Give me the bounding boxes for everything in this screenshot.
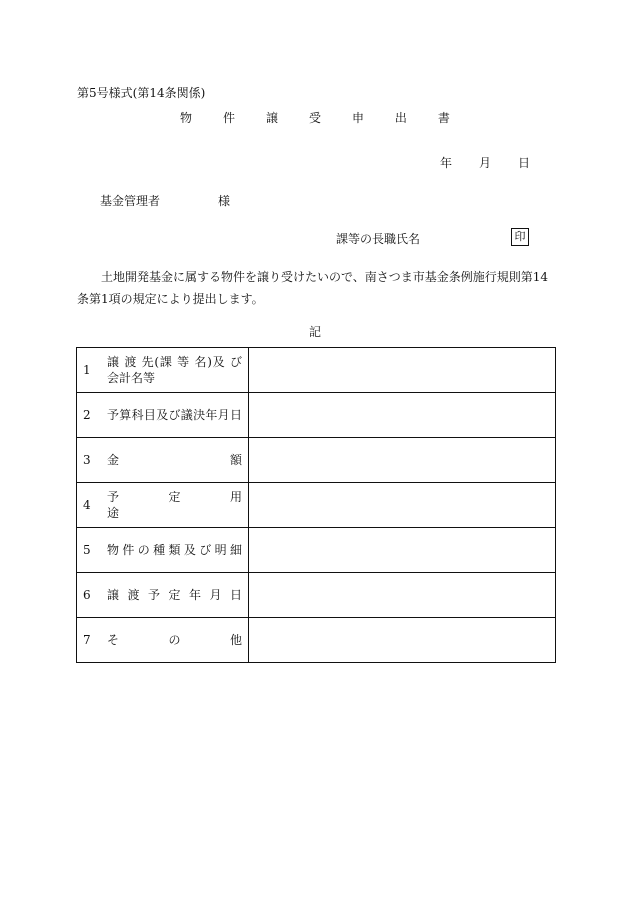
row-number: 3 bbox=[83, 453, 91, 467]
date-day-label: 日 bbox=[517, 156, 530, 170]
title-char: 件 bbox=[222, 111, 235, 125]
row-number: 6 bbox=[83, 588, 91, 602]
table-row bbox=[77, 528, 556, 573]
title-char: 出 bbox=[394, 111, 407, 125]
table-row bbox=[77, 618, 556, 663]
row-label-cell bbox=[77, 438, 249, 483]
row-value-cell[interactable] bbox=[249, 438, 556, 483]
row-label: 予 定 用 途 bbox=[107, 490, 279, 520]
row-value-cell[interactable] bbox=[249, 483, 556, 528]
title-char: 譲 bbox=[265, 111, 278, 125]
row-label-cell bbox=[77, 573, 249, 618]
seal-mark: 印 bbox=[511, 228, 529, 246]
row-value-cell[interactable] bbox=[249, 348, 556, 393]
applicant-label: 課等の長職氏名 bbox=[336, 232, 421, 246]
row-label: 予算科目及び議決年月日 bbox=[107, 408, 242, 422]
table-row bbox=[77, 483, 556, 528]
title-char: 物 bbox=[180, 111, 193, 125]
row-label: 金 額 bbox=[107, 453, 242, 467]
table-row bbox=[77, 573, 556, 618]
row-number: 7 bbox=[83, 633, 91, 647]
date-year-label: 年 bbox=[440, 156, 453, 170]
row-number: 4 bbox=[83, 498, 91, 512]
title-char: 書 bbox=[437, 111, 450, 125]
row-label-cell bbox=[77, 618, 249, 663]
date-month-label: 月 bbox=[478, 156, 491, 170]
addressee bbox=[100, 192, 231, 209]
date-line bbox=[440, 154, 530, 171]
row-label-cell bbox=[77, 393, 249, 438]
row-label-cell bbox=[77, 348, 249, 393]
row-label: 譲 渡 先(課 等 名)及 び会計名等 bbox=[107, 355, 242, 385]
items-table bbox=[76, 347, 556, 663]
row-value-cell[interactable] bbox=[249, 573, 556, 618]
row-value-cell[interactable] bbox=[249, 528, 556, 573]
form-number: 第5号様式(第14条関係) bbox=[77, 86, 206, 100]
addressee-name: 基金管理者 bbox=[100, 194, 161, 208]
row-label-cell bbox=[77, 483, 279, 528]
addressee-honorific: 様 bbox=[218, 194, 231, 208]
row-label: 譲渡予定年月日 bbox=[107, 588, 242, 602]
row-value-cell[interactable] bbox=[249, 393, 556, 438]
ki-heading: 記 bbox=[308, 325, 321, 339]
title-char: 受 bbox=[308, 111, 321, 125]
document-title bbox=[180, 109, 450, 126]
table-row bbox=[77, 348, 556, 393]
body-text: 土地開発基金に属する物件を譲り受けたいので、南さつま市基金条例施行規則第14条第1項の規定により提出します。 bbox=[77, 270, 549, 306]
table-row bbox=[77, 438, 556, 483]
row-label: 物件の種類及び明細 bbox=[107, 543, 242, 557]
row-number: 5 bbox=[83, 543, 91, 557]
row-label: そ の 他 bbox=[107, 633, 242, 647]
title-char: 申 bbox=[351, 111, 364, 125]
row-number: 1 bbox=[83, 363, 91, 377]
row-number: 2 bbox=[83, 408, 91, 422]
table-row bbox=[77, 393, 556, 438]
row-value-cell[interactable] bbox=[249, 618, 556, 663]
row-label-cell bbox=[77, 528, 249, 573]
